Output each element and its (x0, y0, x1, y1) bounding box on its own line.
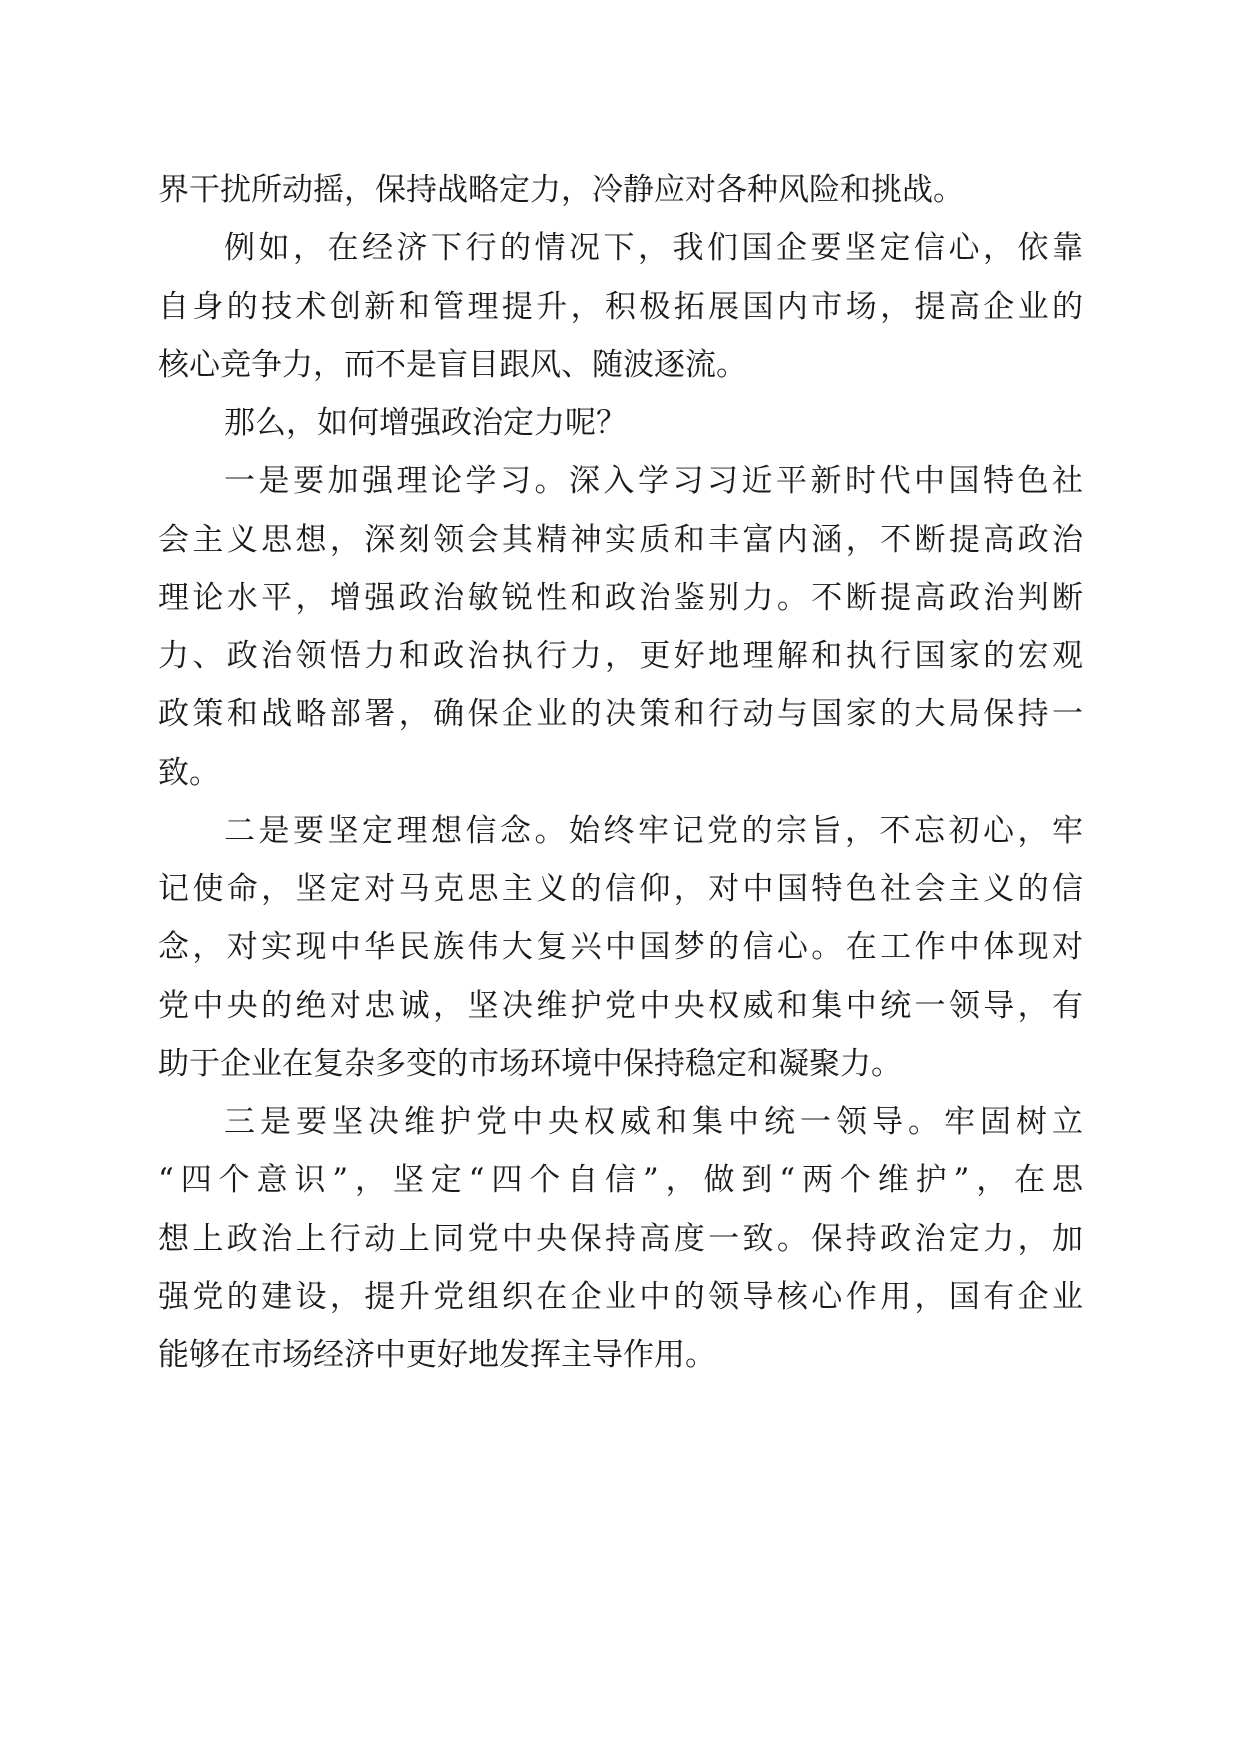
text-line: 力、政治领悟力和政治执行力，更好地理解和执行国家的宏观 (158, 638, 1083, 674)
text-line: 念，对实现中华民族伟大复兴中国梦的信心。在工作中体现对 (158, 929, 1083, 966)
paragraph-point-three (158, 1093, 1083, 1384)
text-line: “四个意识”，坚定“四个自信”，做到“两个维护”，在思 (158, 1162, 1083, 1199)
text-line: 界干扰所动摇，保持战略定力，冷静应对各种风险和挑战。 (158, 172, 964, 208)
paragraph-point-one (158, 452, 1083, 802)
text-line: 政策和战略部署，确保企业的决策和行动与国家的大局保持一 (158, 696, 1083, 733)
paragraph-example (158, 219, 1083, 394)
text-line: 那么，如何增强政治定力呢？ (224, 405, 627, 441)
text-line: 助于企业在复杂多变的市场环境中保持稳定和凝聚力。 (158, 1045, 902, 1082)
text-line: 核心竞争力，而不是盲目跟风、随波逐流。 (158, 346, 747, 383)
text-line: 想上政治上行动上同党中央保持高度一致。保持政治定力，加 (158, 1220, 1083, 1257)
text-line: 自身的技术创新和管理提升，积极拓展国内市场，提高企业的 (158, 288, 1083, 325)
text-line: 二是要坚定理想信念。始终牢记党的宗旨，不忘初心，牢 (224, 812, 1083, 849)
text-line: 致。 (158, 754, 220, 791)
text-line: 例如，在经济下行的情况下，我们国企要坚定信心，依靠 (224, 230, 1083, 267)
text-line: 理论水平，增强政治敏锐性和政治鉴别力。不断提高政治判断 (158, 579, 1083, 616)
text-line: 会主义思想，深刻领会其精神实质和丰富内涵，不断提高政治 (158, 521, 1083, 558)
text-line: 党中央的绝对忠诚，坚决维护党中央权威和集中统一领导，有 (158, 987, 1083, 1024)
text-line: 能够在市场经济中更好地发挥主导作用。 (158, 1337, 716, 1373)
paragraph-question (158, 394, 1083, 452)
text-line: 记使命，坚定对马克思主义的信仰，对中国特色社会主义的信 (158, 871, 1083, 907)
text-line: 一是要加强理论学习。深入学习习近平新时代中国特色社 (224, 463, 1083, 500)
paragraph-continuation (158, 161, 1083, 219)
paragraph-point-two (158, 802, 1083, 1093)
document-body (158, 161, 1083, 1384)
text-line: 三是要坚决维护党中央权威和集中统一领导。牢固树立 (224, 1104, 1083, 1140)
text-line: 强党的建设，提升党组织在企业中的领导核心作用，国有企业 (158, 1278, 1083, 1315)
